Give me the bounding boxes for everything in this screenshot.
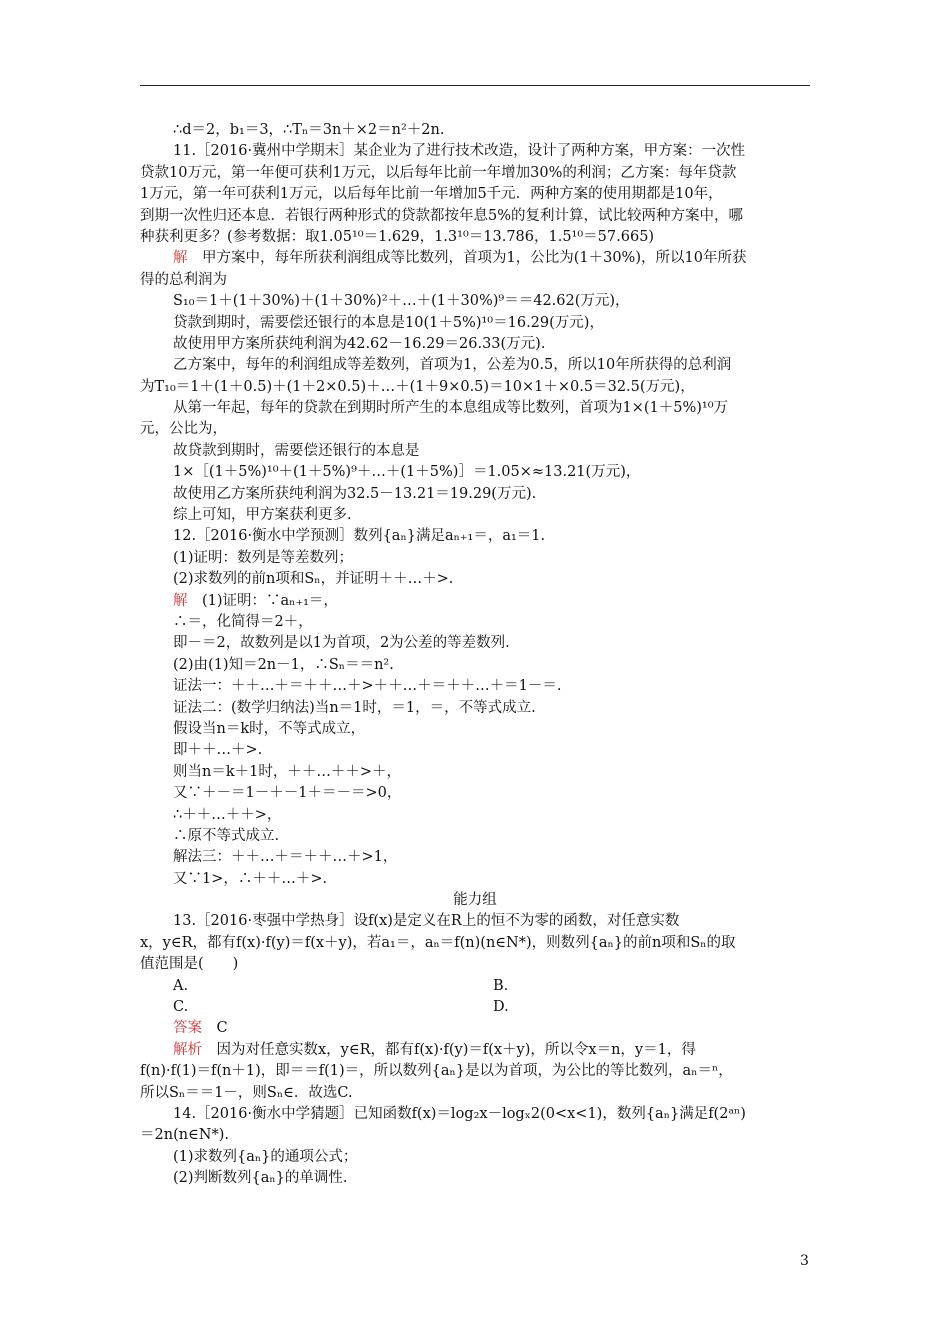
line-text: 则当n＝k＋1时，＋＋…＋＋>＋，: [173, 763, 401, 780]
solution-label: 解: [173, 250, 188, 267]
line-text: ＝2n(n∈N*).: [140, 1127, 229, 1144]
text-line: [173, 1018, 813, 1039]
answer-options-row: [173, 997, 813, 1018]
line-text: C: [202, 1020, 228, 1037]
text-line: [173, 847, 813, 868]
line-text: 从第一年起，每年的贷款在到期时所产生的本息组成等比数列，首项为1×(1＋5%)¹⁰万: [173, 400, 729, 417]
text-line: [173, 1147, 813, 1168]
line-text: 即＋＋…＋>.: [173, 742, 263, 759]
line-text: 到期一次性归还本息．若银行两种形式的贷款都按年息5%的复利计算，试比较两种方案中，哪: [140, 207, 743, 224]
line-text: 又∵＋－＝1－＋－1＋＝－＝>0，: [173, 785, 402, 802]
text-line: [173, 826, 813, 847]
solution-label: 解析: [173, 1041, 202, 1058]
answer-option: B.: [493, 977, 509, 994]
text-line: [173, 805, 813, 826]
line-text: 贷款到期时，需要偿还银行的本息是10(1＋5%)¹⁰＝16.29(万元)，: [173, 314, 604, 331]
text-line: [173, 313, 813, 334]
line-text: ∴＝，化简得＝2＋，: [173, 613, 313, 630]
line-text: 假设当n＝k时，不等式成立，: [173, 720, 366, 737]
text-line: [140, 206, 813, 227]
text-line: [173, 569, 813, 590]
text-line: [173, 740, 813, 761]
text-line: [173, 1168, 813, 1189]
text-line: [140, 377, 813, 398]
line-text: 乙方案中，每年的利润组成等差数列，首项为1，公差为0.5，所以10年所获得的总利润: [173, 357, 732, 374]
line-text: S₁₀＝1＋(1＋30%)＋(1＋30%)²＋…＋(1＋30%)⁹＝＝42.62(万元)，: [173, 293, 630, 310]
line-text: 12.［2016·衡水中学预测］数列{aₙ}满足aₙ₊₁＝，a₁＝1.: [173, 528, 546, 545]
line-text: (2)判断数列{aₙ}的单调性.: [173, 1170, 348, 1187]
line-text: (2)由(1)知＝2n－1，∴Sₙ＝＝n².: [173, 656, 394, 673]
line-text: (1)证明：∵aₙ₊₁＝，: [187, 592, 338, 609]
text-line: [140, 954, 813, 975]
text-line: [173, 719, 813, 740]
line-text: 得的总利润为: [140, 271, 227, 288]
text-line: [140, 184, 813, 205]
line-text: f(n)·f(1)＝f(n＋1)，即＝＝f(1)＝，所以数列{aₙ}是以为首项，为公比的等比数列，aₙ＝ⁿ，: [140, 1063, 733, 1080]
text-line: [173, 141, 813, 162]
text-line: [173, 911, 813, 932]
line-text: ∴原不等式成立.: [173, 827, 280, 844]
document-body: [140, 120, 813, 1190]
text-line: [140, 1061, 813, 1082]
text-line: [173, 762, 813, 783]
text-line: [140, 419, 813, 440]
text-line: [140, 1125, 813, 1146]
line-text: 14.［2016·衡水中学猜题］已知函数f(x)＝log₂x－logₓ2(0<x<1)，数列{aₙ}满足f(2ᵃⁿ): [173, 1105, 746, 1122]
text-line: [173, 1040, 813, 1061]
text-line: [173, 355, 813, 376]
header-rule: [140, 85, 810, 86]
answer-option: C.: [173, 999, 189, 1016]
text-line: [140, 1083, 813, 1104]
text-line: [173, 1104, 813, 1125]
text-line: [173, 484, 813, 505]
line-text: x，y∈R，都有f(x)·f(y)＝f(x＋y)，若a₁＝，aₙ＝f(n)(n∈N*)，则数列{aₙ}的前n项和Sₙ的取: [140, 934, 736, 951]
text-line: [173, 248, 813, 269]
text-line: [173, 462, 813, 483]
text-line: [173, 291, 813, 312]
line-text: 证法一：＋＋…＋＝＋＋…＋>＋＋…＋＝＋＋…＋＝1－＝.: [173, 678, 562, 695]
line-text: (2)求数列的前n项和Sₙ，并证明＋＋…＋>.: [173, 571, 454, 588]
text-line: [140, 933, 813, 954]
line-text: 又∵1>，∴＋＋…＋>.: [173, 870, 328, 887]
line-text: 种获利更多？(参考数据：取1.05¹⁰＝1.629，1.3¹⁰＝13.786，1.5¹⁰＝57.665): [140, 228, 655, 245]
text-line: [173, 655, 813, 676]
text-line: [140, 163, 813, 184]
text-line: [173, 591, 813, 612]
answer-option: D.: [493, 999, 509, 1016]
line-text: 证法二：(数学归纳法)当n＝1时，＝1，＝，不等式成立.: [173, 699, 536, 716]
text-line: [173, 441, 813, 462]
text-line: [173, 505, 813, 526]
text-line: [173, 398, 813, 419]
text-line: [173, 526, 813, 547]
line-text: 值范围是( ): [140, 956, 239, 973]
line-text: 能力组: [453, 892, 497, 909]
answer-options-row: [173, 976, 813, 997]
page-number: 3: [800, 1253, 809, 1269]
line-text: 所以Sₙ＝＝1－，则Sₙ∈．故选C.: [140, 1084, 353, 1101]
line-text: 因为对任意实数x，y∈R，都有f(x)·f(y)＝f(x＋y)，所以令x＝n，y＝1，得: [202, 1041, 696, 1058]
line-text: 甲方案中，每年所获利润组成等比数列，首项为1，公比为(1＋30%)，所以10年所获: [187, 250, 747, 267]
text-line: [173, 698, 813, 719]
line-text: 为T₁₀＝1＋(1＋0.5)＋(1＋2×0.5)＋…＋(1＋9×0.5)＝10×1＋×0.5＝32.5(万元)，: [140, 378, 695, 395]
solution-label: 解: [173, 592, 188, 609]
line-text: 13.［2016·枣强中学热身］设f(x)是定义在R上的恒不为零的函数，对任意实数: [173, 913, 680, 930]
line-text: (1)求数列{aₙ}的通项公式；: [173, 1148, 358, 1165]
text-line: [173, 334, 813, 355]
section-heading: [140, 890, 810, 911]
line-text: (1)证明：数列是等差数列；: [173, 549, 354, 566]
line-text: 故使用乙方案所获纯利润为32.5－13.21＝19.29(万元).: [173, 485, 537, 502]
line-text: 11.［2016·冀州中学期末］某企业为了进行技术改造，设计了两种方案，甲方案：一次性: [173, 143, 746, 160]
text-line: [173, 676, 813, 697]
line-text: ∴d＝2，b₁＝3，∴Tₙ＝3n＋×2＝n²＋2n.: [173, 122, 445, 138]
text-line: [173, 633, 813, 654]
line-text: ∴＋＋…＋＋>，: [173, 806, 282, 823]
line-text: 解法三：＋＋…＋＝＋＋…＋>1，: [173, 849, 398, 866]
solution-label: 答案: [173, 1020, 202, 1037]
line-text: 1万元，第一年可获利1万元，以后每年比前一年增加5千元．两种方案的使用期都是10年，: [140, 186, 723, 203]
line-text: 贷款10万元，第一年便可获利1万元，以后每年比前一年增加30%的利润；乙方案：每年贷款: [140, 164, 737, 181]
text-line: [173, 120, 813, 141]
line-text: 故使用甲方案所获纯利润为42.62－16.29＝26.33(万元).: [173, 335, 546, 352]
text-line: [173, 783, 813, 804]
text-line: [173, 612, 813, 633]
answer-option: A.: [173, 977, 189, 994]
text-line: [140, 270, 813, 291]
line-text: 故贷款到期时，需要偿还银行的本息是: [173, 442, 420, 459]
text-line: [173, 548, 813, 569]
text-line: [140, 227, 813, 248]
line-text: 1×［(1＋5%)¹⁰＋(1＋5%)⁹＋…＋(1＋5%)］＝1.05×≈13.21(万元)，: [173, 464, 641, 481]
line-text: 元，公比为，: [140, 421, 227, 438]
text-line: [173, 869, 813, 890]
line-text: 综上可知，甲方案获利更多.: [173, 507, 352, 524]
line-text: 即－＝2，故数列是以1为首项，2为公差的等差数列.: [173, 635, 510, 652]
